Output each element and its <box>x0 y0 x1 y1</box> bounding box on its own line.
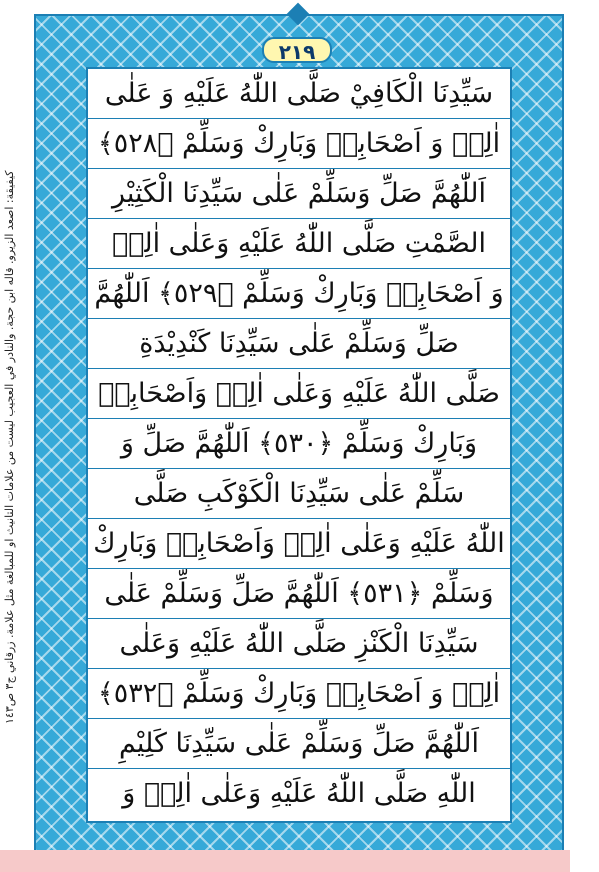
bottom-strip <box>0 850 599 872</box>
text-line: اللّٰهُ عَلَيْهِ وَعَلٰى اٰلِهٖ وَاَصْحَابِهٖ وَبَارِكْ <box>88 519 510 569</box>
side-footnote: كيفيقة: اصعد الزيرو. قاله ابن حجة. والنادر في العجيب ليست من علامات التانيث او للمبالغة مثل علامة. زرقاني ج٣ ص١٤٣ <box>3 170 16 724</box>
page-number: ٢١٩ <box>262 37 332 63</box>
text-line: الصَّمْتِ صَلَّى اللّٰهُ عَلَيْهِ وَعَلٰى اٰلِهٖ <box>88 219 510 269</box>
text-line: صَلَّى اللّٰهُ عَلَيْهِ وَعَلٰى اٰلِهٖ وَاَصْحَابِهٖ <box>88 369 510 419</box>
text-line: وَ اَصْحَابِهٖ وَبَارِكْ وَسَلِّمْ ﴿٥٢٩﴾ اَللّٰهُمَّ <box>88 269 510 319</box>
text-line: اٰلِهٖ وَ اَصْحَابِهٖ وَبَارِكْ وَسَلِّمْ ﴿٥٢٨﴾ <box>88 119 510 169</box>
text-line: وَسَلِّمْ ﴿٥٣١﴾ اَللّٰهُمَّ صَلِّ وَسَلِّمْ عَلٰى <box>88 569 510 619</box>
text-line: سَلِّمْ عَلٰى سَيِّدِنَا الْكَوْكَبِ صَلَّى <box>88 469 510 519</box>
text-panel <box>86 67 512 823</box>
text-line: اٰلِهٖ وَ اَصْحَابِهٖ وَبَارِكْ وَسَلِّمْ ﴿٥٣٢﴾ <box>88 669 510 719</box>
text-line: اللّٰهِ صَلَّى اللّٰهُ عَلَيْهِ وَعَلٰى اٰلِهٖ وَ <box>122 778 476 809</box>
text-line: وَبَارِكْ وَسَلِّمْ ﴿٥٣٠﴾ اَللّٰهُمَّ صَلِّ وَ <box>88 419 510 469</box>
bottom-strip-gap <box>570 850 599 872</box>
text-line: سَيِّدِنَا الْكَافِيْ صَلَّى اللّٰهُ عَلَيْهِ وَ عَلٰى <box>88 69 510 119</box>
text-line: اَللّٰهُمَّ صَلِّ وَسَلِّمْ عَلٰى سَيِّدِنَا الْكَثِيْرِ <box>88 169 510 219</box>
text-line: صَلِّ وَسَلِّمْ عَلٰى سَيِّدِنَا كَنْدِيْدَةِ <box>88 319 510 369</box>
text-line: اَللّٰهُمَّ صَلِّ وَسَلِّمْ عَلٰى سَيِّدِنَا كَلِيْمِ <box>88 719 510 769</box>
text-line: سَيِّدِنَا الْكَنْزِ صَلَّى اللّٰهُ عَلَيْهِ وَعَلٰى <box>88 619 510 669</box>
